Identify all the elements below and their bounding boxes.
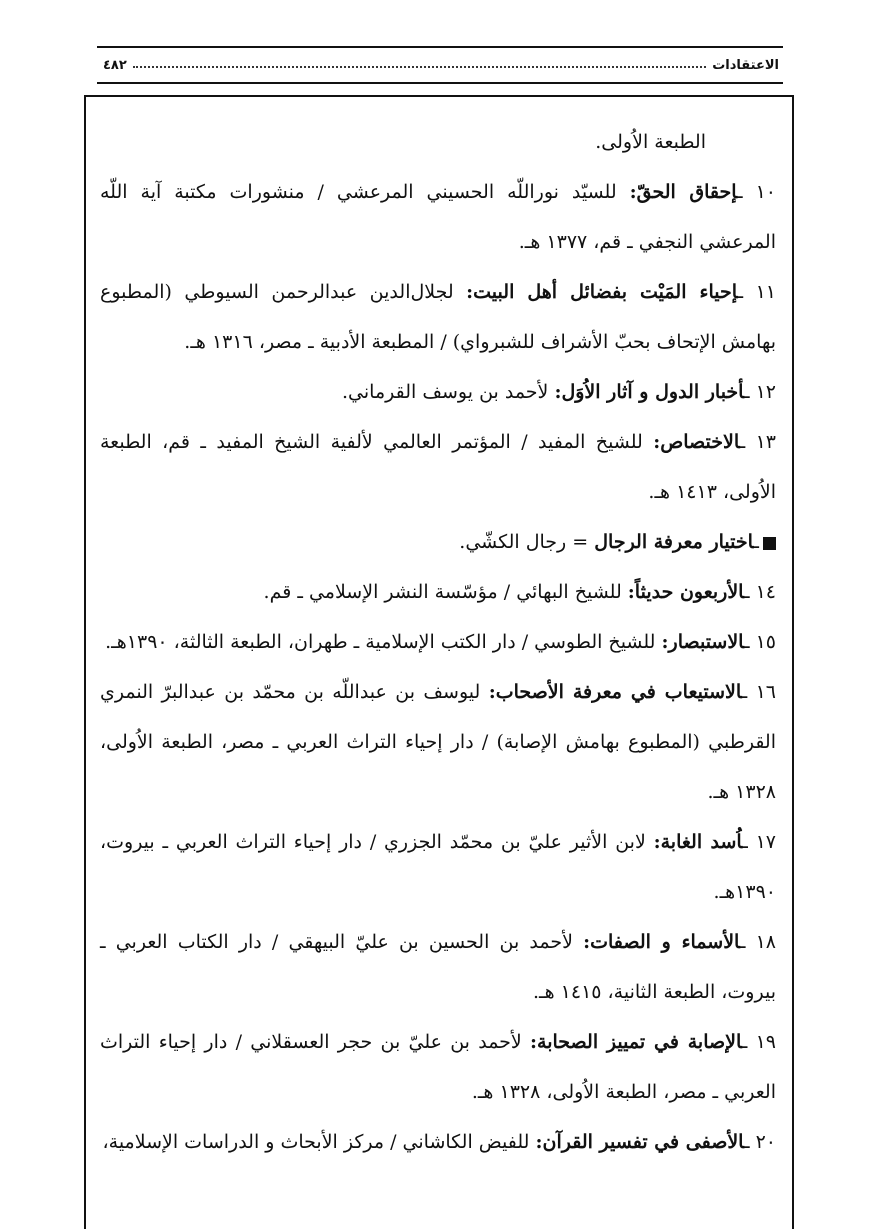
- entry-number: ١٤ ـ: [743, 581, 776, 603]
- entry-title: إحياء المَيْت بفضائل أهل البيت:: [466, 281, 738, 303]
- entry-details: ليوسف بن عبداللّه بن محمّد بن عبدالبرّ النمري القرطبي (المطبوع بهامش الإصابة) / دار إحياء التراث العربي ـ مصر، الطبعة الاُولى، ١٣٢٨ هـ.: [100, 681, 776, 803]
- page-number: ٤٨٢: [103, 57, 127, 73]
- entry-title: الإصابة في تمييز الصحابة:: [530, 1031, 742, 1053]
- entry-number: ١٩ ـ: [741, 1031, 776, 1053]
- bibliography-entry: [100, 267, 776, 367]
- entry-title: الاستبصار:: [661, 631, 744, 653]
- bibliography-list: [86, 97, 792, 1167]
- entry-number: ٢٠ ـ: [743, 1131, 776, 1153]
- entry-details: لأحمد بن يوسف القرماني.: [342, 381, 555, 403]
- running-header: [97, 46, 783, 84]
- bibliography-entry: [100, 1117, 776, 1167]
- entry-number: ١٣ ـ: [739, 431, 777, 453]
- entry-number: ١٧ ـ: [742, 831, 777, 853]
- entry-title: إحقاق الحقّ:: [629, 181, 738, 203]
- content-frame: [84, 95, 794, 1229]
- entry-details: لأحمد بن عليّ بن حجر العسقلاني / دار إحياء التراث العربي ـ مصر، الطبعة الاُولى، ١٣٢٨ هـ.: [100, 1031, 776, 1103]
- entry-details: لجلال‌الدين عبدالرحمن السيوطي (المطبوع بهامش الإتحاف بحبّ الأشراف للشبرواي) / المطبعة الأدبية ـ مصر، ١٣١٦ هـ.: [100, 281, 776, 353]
- entry-title: الأصفى في تفسير القرآن:: [535, 1131, 744, 1153]
- entry-title: الأسماء و الصفات:: [583, 931, 740, 953]
- bibliography-entry: [100, 817, 776, 917]
- bibliography-entry: [100, 667, 776, 817]
- bibliography-entry: [100, 917, 776, 1017]
- bibliography-entry: [100, 1017, 776, 1117]
- entry-details: للشيخ المفيد / المؤتمر العالمي لألفية الشيخ المفيد ـ قم، الطبعة الاُولى، ١٤١٣ هـ.: [100, 431, 776, 503]
- square-bullet-icon: [763, 537, 776, 550]
- running-title: الاعتقادات: [712, 57, 779, 73]
- entry-details: للفيض الكاشاني / مركز الأبحاث و الدراسات الإسلامية،: [102, 1131, 536, 1153]
- entry-details: = رجال الكشّي.: [459, 531, 595, 553]
- entry-title: اختيار معرفة الرجال: [594, 531, 754, 553]
- bibliography-entry: [100, 367, 776, 417]
- leader-dots: [133, 66, 706, 68]
- continuation-line: الطبعة الاُولى.: [595, 131, 706, 153]
- bibliography-entry: [100, 617, 776, 667]
- bibliography-entry: [100, 417, 776, 517]
- entry-dash: ـ: [753, 531, 759, 553]
- entry-title: الأربعون حديثاً:: [627, 581, 744, 603]
- bibliography-entry: [100, 167, 776, 267]
- entry-number: ١٥ ـ: [743, 631, 776, 653]
- entry-number: ١٦ ـ: [741, 681, 777, 703]
- entry-number: ١١ ـ: [737, 281, 776, 303]
- entry-number: ١٨ ـ: [739, 931, 776, 953]
- entry-details: للشيخ الطوسي / دار الكتب الإسلامية ـ طهران، الطبعة الثالثة، ١٣٩٠هـ.: [105, 631, 662, 653]
- entry-details: لابن الأثير عليّ بن محمّد الجزري / دار إحياء التراث العربي ـ بيروت، ١٣٩٠هـ.: [100, 831, 776, 903]
- entry-number: ١٢ ـ: [743, 381, 776, 403]
- entry-details: لأحمد بن الحسين بن عليّ البيهقي / دار الكتاب العربي ـ بيروت، الطبعة الثانية، ١٤١٥ هـ.: [100, 931, 776, 1003]
- entry-number: ١٠ ـ: [737, 181, 777, 203]
- cross-reference-entry: [100, 517, 776, 567]
- entry-title: أخبار الدول و آثار الاُوَل:: [554, 381, 744, 403]
- bibliography-entry: [100, 567, 776, 617]
- entry-details: للشيخ البهائي / مؤسّسة النشر الإسلامي ـ قم.: [263, 581, 628, 603]
- entry-title: اُسد الغابة:: [653, 831, 743, 853]
- entry-title: الاختصاص:: [653, 431, 740, 453]
- entry-details: للسيّد نوراللّه الحسيني المرعشي / منشورات مكتبة آية اللّه المرعشي النجفي ـ قم، ١٣٧٧ هـ.: [100, 181, 776, 253]
- entry-title: الاستيعاب في معرفة الأصحاب:: [488, 681, 742, 703]
